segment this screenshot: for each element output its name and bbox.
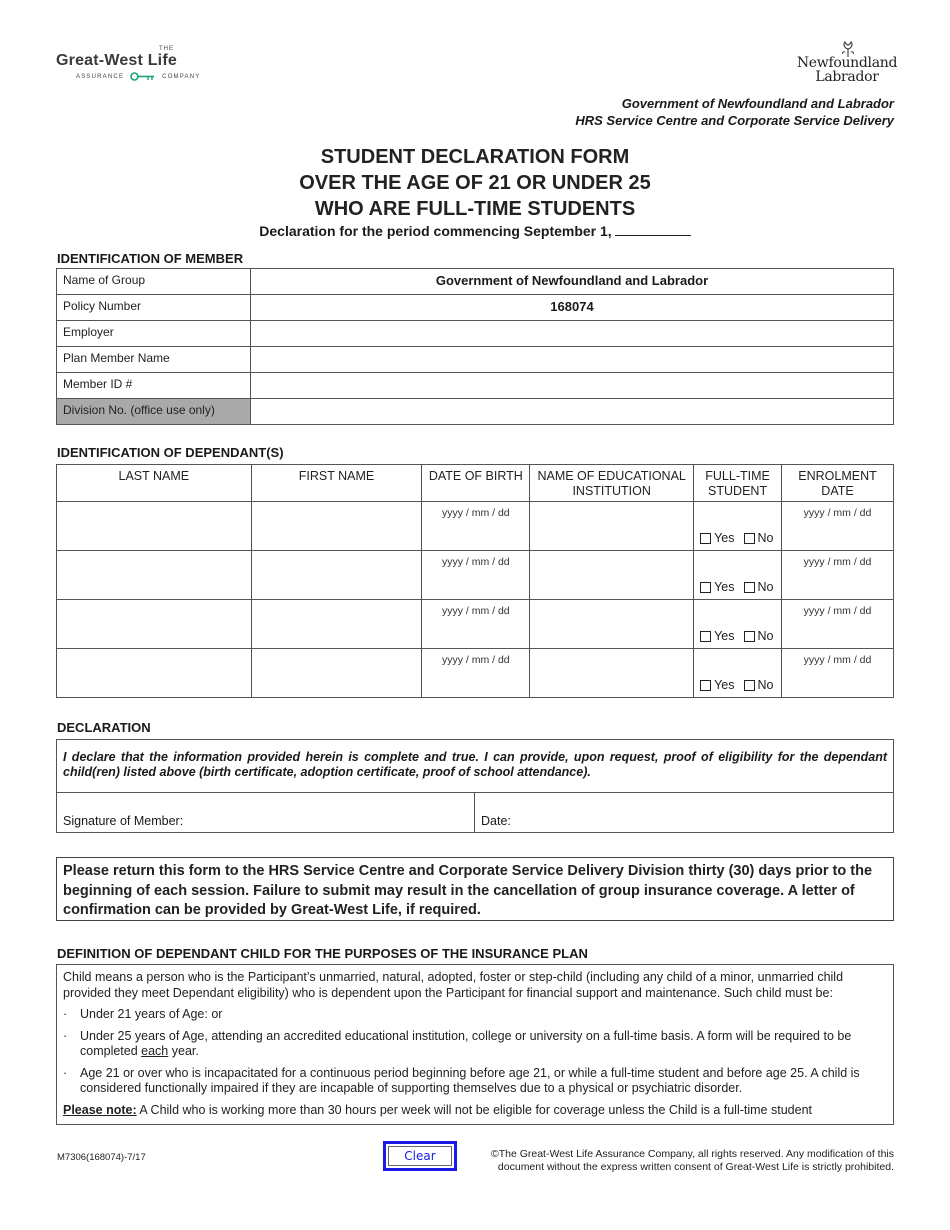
note-text: A Child who is working more than 30 hours per week will not be eligible for coverage unless the Child is a full-time student bbox=[136, 1102, 812, 1117]
bullet-text: Age 21 or over who is incapacitated for a continuous period beginning before age 21, or while a full-time student and before age 25. A child is considered functionally impaired if they are incapable of supporting themselves due to a physical or psychiatric disorder. bbox=[80, 1065, 860, 1095]
declaration-table bbox=[56, 739, 894, 833]
declaration-period bbox=[0, 223, 950, 239]
member-id-label: Member ID # bbox=[57, 373, 251, 399]
institution-field[interactable] bbox=[530, 551, 694, 600]
dependant-row bbox=[57, 502, 894, 551]
bullet-text: Under 21 years of Age: or bbox=[80, 1007, 223, 1021]
institution-field[interactable] bbox=[530, 502, 694, 551]
dependant-row bbox=[57, 551, 894, 600]
division-number-label: Division No. (office use only) bbox=[57, 399, 251, 425]
last-name-field[interactable] bbox=[57, 502, 252, 551]
form-code: M7306(168074)-7/17 bbox=[57, 1152, 146, 1163]
yes-checkbox[interactable] bbox=[700, 631, 711, 642]
full-time-options bbox=[700, 580, 773, 594]
definition-intro: Child means a person who is the Participant’s unmarried, natural, adopted, foster or step-child (including any child of a minor, unmarried child provided they meet Dependant eligibility) who is dependent upon the Participant for financial support and maintenance. Such child must be: bbox=[63, 970, 844, 1000]
member-section-heading: IDENTIFICATION OF MEMBER bbox=[57, 251, 244, 266]
full-time-cell bbox=[694, 502, 782, 551]
enrolment-date-field[interactable]: yyyy / mm / dd bbox=[782, 649, 894, 698]
col-full-time: FULL-TIME STUDENT bbox=[694, 465, 782, 502]
period-year-field[interactable] bbox=[615, 224, 691, 236]
signature-label: Signature of Member: bbox=[63, 814, 184, 828]
great-west-life-logo bbox=[56, 46, 226, 84]
government-heading bbox=[575, 95, 894, 129]
yes-checkbox[interactable] bbox=[700, 533, 711, 544]
enrolment-date-field[interactable]: yyyy / mm / dd bbox=[782, 600, 894, 649]
yes-label: Yes bbox=[714, 629, 735, 643]
full-time-cell bbox=[694, 649, 782, 698]
dependant-row bbox=[57, 649, 894, 698]
institution-field[interactable] bbox=[530, 649, 694, 698]
bullet-text-emphasis: each bbox=[141, 1044, 169, 1058]
dependants-header-row bbox=[57, 465, 894, 502]
definition-bullet bbox=[63, 1066, 887, 1097]
yes-checkbox[interactable] bbox=[700, 582, 711, 593]
dependants-section-heading: IDENTIFICATION OF DEPENDANT(S) bbox=[57, 445, 284, 460]
enrolment-date-field[interactable]: yyyy / mm / dd bbox=[782, 551, 894, 600]
dependant-row bbox=[57, 600, 894, 649]
plan-member-name-field[interactable] bbox=[251, 347, 894, 373]
col-institution: NAME OF EDUCATIONAL INSTITUTION bbox=[530, 465, 694, 502]
definition-bullet bbox=[63, 1029, 887, 1060]
logo-name: Great-West Life bbox=[56, 52, 177, 69]
member-row-division bbox=[57, 399, 894, 425]
definition-note bbox=[63, 1103, 887, 1119]
member-row-id bbox=[57, 373, 894, 399]
yes-label: Yes bbox=[714, 678, 735, 692]
no-checkbox[interactable] bbox=[744, 631, 755, 642]
declaration-text-row bbox=[57, 740, 894, 793]
declaration-section-heading: DECLARATION bbox=[57, 720, 151, 735]
signature-row bbox=[57, 793, 894, 833]
dob-field[interactable]: yyyy / mm / dd bbox=[422, 502, 530, 551]
bullet-marker: · bbox=[63, 1028, 68, 1043]
member-id-field[interactable] bbox=[251, 373, 894, 399]
division-number-field[interactable] bbox=[251, 399, 894, 425]
copyright-line-1: ©The Great-West Life Assurance Company, all rights reserved. Any modification of this bbox=[490, 1148, 894, 1160]
clear-button-label: Clear bbox=[388, 1146, 452, 1166]
member-row-group bbox=[57, 269, 894, 295]
first-name-field[interactable] bbox=[251, 600, 422, 649]
employer-field[interactable] bbox=[251, 321, 894, 347]
institution-field[interactable] bbox=[530, 600, 694, 649]
logo-sub-right: COMPANY bbox=[162, 73, 201, 80]
full-time-options bbox=[700, 678, 773, 692]
definition-section-heading: DEFINITION OF DEPENDANT CHILD FOR THE PURPOSES OF THE INSURANCE PLAN bbox=[57, 946, 588, 961]
no-label: No bbox=[757, 678, 774, 692]
title-line-3: WHO ARE FULL-TIME STUDENTS bbox=[314, 198, 636, 220]
newfoundland-labrador-logo bbox=[795, 40, 899, 86]
bullet-text-part: Under 25 years of Age, attending an accredited educational institution, college or university on a full-time basis. A form will be required to be completed bbox=[80, 1028, 852, 1058]
bullet-text-part: year. bbox=[168, 1044, 199, 1058]
full-time-options bbox=[700, 531, 773, 545]
last-name-field[interactable] bbox=[57, 600, 252, 649]
group-name-label: Name of Group bbox=[57, 269, 251, 295]
full-time-cell bbox=[694, 600, 782, 649]
col-first-name: FIRST NAME bbox=[251, 465, 422, 502]
signature-field[interactable] bbox=[57, 793, 475, 833]
title-line-1: STUDENT DECLARATION FORM bbox=[320, 146, 630, 168]
clear-button[interactable] bbox=[383, 1141, 457, 1171]
member-table bbox=[56, 268, 894, 425]
form-title bbox=[0, 144, 950, 239]
logo-subtitle bbox=[76, 72, 200, 81]
note-label: Please note: bbox=[63, 1102, 137, 1117]
member-row-name bbox=[57, 347, 894, 373]
first-name-field[interactable] bbox=[251, 649, 422, 698]
period-label: Declaration for the period commencing September 1, bbox=[259, 223, 612, 239]
copyright-line-2: document without the express written consent of Great-West Life is strictly prohibited. bbox=[497, 1161, 894, 1173]
logo-sub-left: ASSURANCE bbox=[76, 73, 125, 80]
member-row-policy bbox=[57, 295, 894, 321]
no-label: No bbox=[757, 580, 774, 594]
dob-field[interactable]: yyyy / mm / dd bbox=[422, 600, 530, 649]
last-name-field[interactable] bbox=[57, 551, 252, 600]
full-time-options bbox=[700, 629, 773, 643]
bullet-text bbox=[80, 1029, 887, 1060]
title-line-2: OVER THE AGE OF 21 OR UNDER 25 bbox=[299, 172, 651, 194]
full-time-cell bbox=[694, 551, 782, 600]
no-checkbox[interactable] bbox=[744, 533, 755, 544]
group-name-value: Government of Newfoundland and Labrador bbox=[251, 269, 894, 295]
bullet-marker: · bbox=[63, 1065, 68, 1080]
first-name-field[interactable] bbox=[251, 551, 422, 600]
enrolment-date-field[interactable]: yyyy / mm / dd bbox=[782, 502, 894, 551]
yes-checkbox[interactable] bbox=[700, 680, 711, 691]
definition-bullet bbox=[63, 1007, 887, 1023]
no-checkbox[interactable] bbox=[744, 680, 755, 691]
col-enrolment-date: ENROLMENT DATE bbox=[782, 465, 894, 502]
gov-line-2: HRS Service Centre and Corporate Service Delivery bbox=[575, 113, 894, 128]
dob-field[interactable]: yyyy / mm / dd bbox=[422, 649, 530, 698]
key-icon bbox=[130, 72, 156, 81]
yes-label: Yes bbox=[714, 580, 735, 594]
copyright-notice bbox=[491, 1148, 894, 1174]
bullet-marker: · bbox=[63, 1007, 68, 1021]
policy-number-value: 168074 bbox=[251, 295, 894, 321]
col-date-of-birth: DATE OF BIRTH bbox=[422, 465, 530, 502]
logo-the: THE bbox=[159, 46, 174, 52]
member-row-employer bbox=[57, 321, 894, 347]
dob-field[interactable]: yyyy / mm / dd bbox=[422, 551, 530, 600]
last-name-field[interactable] bbox=[57, 649, 252, 698]
dependants-table bbox=[56, 464, 894, 698]
return-notice: Please return this form to the HRS Service Centre and Corporate Service Delivery Division thirty (30) days prior to the beginning of each session. Failure to submit may result in the cancellation of group insurance coverage. A letter of confirmation can be provided by Great-West Life, if required. bbox=[56, 857, 894, 921]
date-field[interactable] bbox=[475, 793, 894, 833]
declaration-statement: I declare that the information provided herein is complete and true. I can provide, upon request, proof of eligibility for the dependant child(ren) listed above (birth certificate, adoption certificate, proof of school attendance). bbox=[57, 740, 894, 793]
policy-number-label: Policy Number bbox=[57, 295, 251, 321]
logo-line-labrador: Labrador bbox=[815, 69, 879, 85]
employer-label: Employer bbox=[57, 321, 251, 347]
logo-line-newfoundland: Newfoundland bbox=[796, 55, 898, 71]
col-last-name: LAST NAME bbox=[57, 465, 252, 502]
date-label: Date: bbox=[481, 814, 511, 828]
no-label: No bbox=[757, 629, 774, 643]
plan-member-name-label: Plan Member Name bbox=[57, 347, 251, 373]
no-checkbox[interactable] bbox=[744, 582, 755, 593]
first-name-field[interactable] bbox=[251, 502, 422, 551]
definition-box bbox=[56, 964, 894, 1125]
yes-label: Yes bbox=[714, 531, 735, 545]
no-label: No bbox=[757, 531, 774, 545]
gov-line-1: Government of Newfoundland and Labrador bbox=[621, 96, 894, 111]
